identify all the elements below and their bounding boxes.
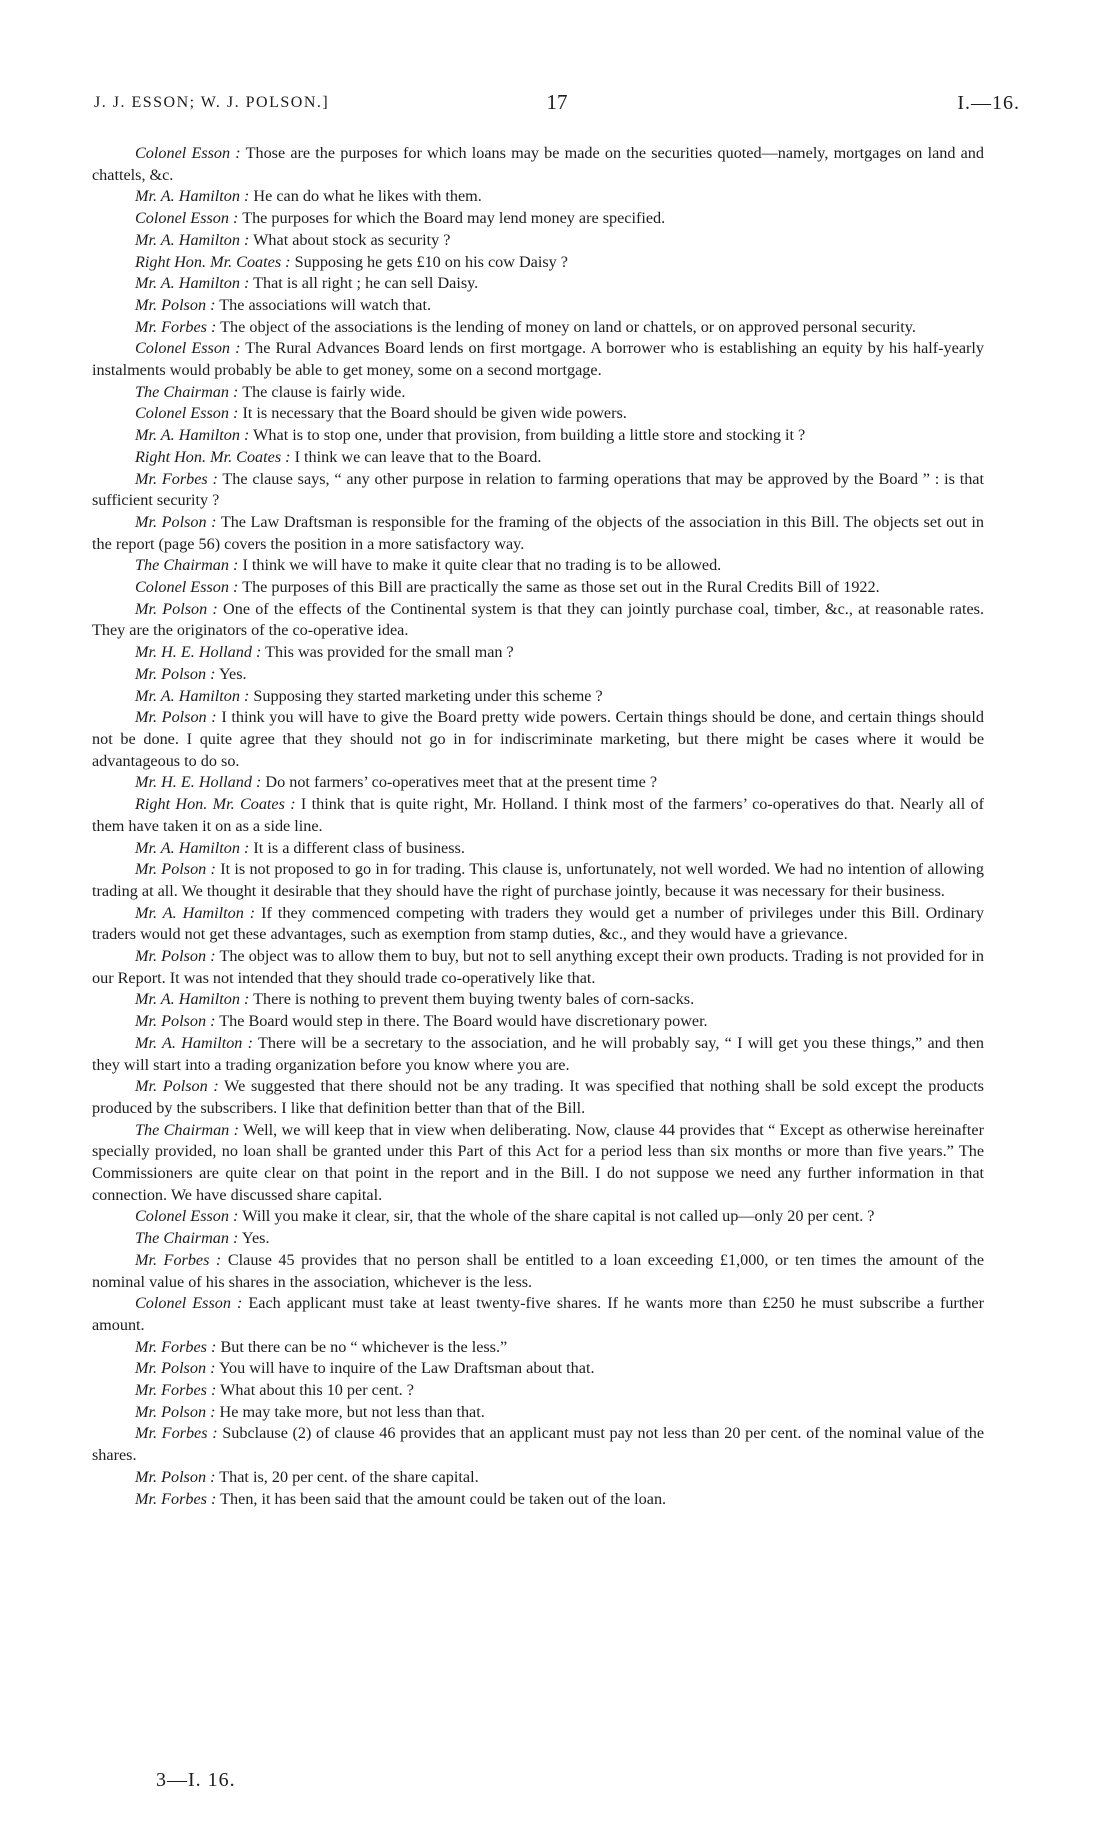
transcript-paragraph [92, 447, 984, 469]
transcript-paragraph [92, 1250, 984, 1293]
speech-text: It is necessary that the Board should be given wide powers. [242, 404, 627, 423]
transcript-paragraph [92, 1423, 984, 1466]
transcript-paragraph [92, 599, 984, 642]
speech-text: Well, we will keep that in view when deliberating. Now, clause 44 provides that “ Except as otherwise hereinafter specially provided, no loan shall be granted under this Part of this Act for a period less than six months or more than five years.” The Commissioners are quite clear on that point in the report and in the Bill. I do not suppose we need any further information in that connection. We have discussed share capital. [92, 1120, 984, 1204]
speaker-name: Mr. Forbes : [135, 1489, 217, 1508]
transcript-paragraph [92, 1293, 984, 1336]
speech-text: Each applicant must take at least twenty-five shares. If he wants more than £250 he must subscribe a further amount. [92, 1294, 984, 1334]
speech-text: Will you make it clear, sir, that the whole of the share capital is not called up—only 20 per cent. ? [242, 1207, 875, 1226]
speaker-name: Mr. H. E. Holland : [135, 773, 262, 792]
speaker-name: Mr. A. Hamilton : [135, 990, 250, 1009]
speech-text: The Rural Advances Board lends on first mortgage. A borrower who is establishing an equity by his half-yearly instalments would probably be able to get money, some on a second mortgage. [92, 339, 984, 380]
transcript-paragraph [92, 382, 984, 404]
speaker-name: Mr. A. Hamilton : [135, 903, 256, 922]
speaker-name: Mr. Polson : [135, 708, 217, 727]
speech-text: I think you will have to give the Board pretty wide powers. Certain things should be done, and certain things should not be done. I quite agree that they should not go in for indiscriminate marketing, but there might be cases where it would be advantageous to do so. [92, 708, 984, 770]
speech-text: He may take more, but not less than that. [219, 1402, 485, 1421]
transcript-paragraph [92, 555, 984, 577]
page-signature: 3—I. 16. [156, 1769, 236, 1791]
speaker-name: Right Hon. Mr. Coates : [135, 795, 296, 814]
transcript-paragraph [92, 1076, 984, 1119]
speech-text: You will have to inquire of the Law Draftsman about that. [218, 1359, 595, 1378]
transcript-paragraph [92, 707, 984, 772]
transcript-paragraph [92, 186, 984, 208]
speaker-name: The Chairman : [135, 556, 239, 575]
transcript-paragraph [92, 512, 984, 555]
transcript-paragraph [92, 1228, 984, 1250]
speaker-name: Colonel Esson : [135, 404, 239, 423]
speech-text: What about stock as security ? [253, 230, 451, 249]
speaker-name: Mr. Forbes : [135, 1250, 222, 1269]
speaker-name: Colonel Esson : [135, 1207, 239, 1226]
speaker-name: Mr. A. Hamilton : [135, 1033, 254, 1052]
transcript-paragraph [92, 469, 984, 512]
speech-text: Yes. [241, 1229, 270, 1248]
speech-text: The object was to allow them to buy, but not to sell anything except their own products. Trading is not provided for in our Report. It was not intended that they should trade co-operatively like that. [92, 947, 984, 987]
speaker-name: Mr. Polson : [135, 512, 217, 531]
speech-text: One of the effects of the Continental system is that they can jointly purchase coal, timber, &c., at reasonable rates. They are the originators of the co-operative idea. [92, 599, 984, 640]
transcript-paragraph [92, 838, 984, 860]
speaker-name: Mr. Polson : [135, 1012, 216, 1031]
transcript-paragraph [92, 1120, 984, 1207]
transcript-paragraph [92, 143, 984, 186]
speech-text: The Board would step in there. The Board would have discretionary power. [219, 1012, 708, 1031]
speech-text: What is to stop one, under that provision, from building a little store and stocking it ? [253, 426, 806, 445]
speaker-name: Mr. Polson : [135, 295, 216, 314]
transcript-paragraph [92, 230, 984, 252]
transcript-paragraph [92, 295, 984, 317]
speaker-name: Colonel Esson : [135, 144, 241, 162]
speech-text: The clause says, “ any other purpose in relation to farming operations that may be approved by the Board ” : is that sufficient security ? [92, 469, 984, 510]
speaker-name: The Chairman : [135, 1229, 239, 1248]
speech-text: Then, it has been said that the amount could be taken out of the loan. [220, 1489, 667, 1508]
transcript-paragraph [92, 903, 984, 946]
speaker-name: Mr. Forbes : [135, 469, 218, 488]
transcript-paragraph [92, 1489, 984, 1511]
speaker-name: Mr. Polson : [135, 1402, 216, 1421]
speaker-name: Mr. Forbes : [135, 1424, 218, 1443]
transcript-paragraph [92, 1402, 984, 1424]
speech-text: That is, 20 per cent. of the share capital. [219, 1467, 479, 1486]
speaker-name: Mr. Forbes : [135, 1381, 217, 1400]
speech-text: The associations will watch that. [219, 295, 431, 314]
speaker-name: Mr. Forbes : [135, 317, 217, 336]
speaker-name: Mr. Forbes : [135, 1337, 217, 1356]
speech-text: We suggested that there should not be any trading. It was specified that nothing shall be sold except the products produced by the subscribers. I like that definition better than that of the Bill. [92, 1077, 984, 1117]
speaker-name: Mr. H. E. Holland : [135, 643, 262, 662]
transcript-paragraph [92, 859, 984, 902]
transcript-paragraph [92, 686, 984, 708]
transcript-paragraph [92, 1033, 984, 1076]
speech-text: The purposes for which the Board may lend money are specified. [242, 209, 666, 228]
speech-text: This was provided for the small man ? [265, 643, 514, 662]
transcript-paragraph [92, 338, 984, 381]
speaker-name: Mr. A. Hamilton : [135, 274, 250, 293]
page-number: 17 [546, 90, 568, 114]
speech-text: I think that is quite right, Mr. Holland. I think most of the farmers’ co-operatives do that. Nearly all of them have taken it on as a side line. [92, 795, 985, 835]
transcript-paragraph [92, 208, 984, 230]
speaker-name: Mr. Polson : [135, 599, 218, 618]
transcript-paragraph [92, 946, 984, 989]
document-reference: I.—16. [957, 92, 1020, 114]
speech-text: If they commenced competing with traders they would get a number of privileges under this Bill. Ordinary traders would not get these advantages, such as exemption from stamp duties, &c., and they would have a grievance. [92, 903, 984, 944]
speaker-name: Mr. Polson : [135, 1467, 216, 1486]
speaker-name: Mr. Polson : [135, 1359, 216, 1378]
transcript-paragraph [92, 1380, 984, 1402]
transcript-paragraph [92, 273, 984, 295]
speech-text: What about this 10 per cent. ? [220, 1381, 414, 1400]
speech-text: The clause is fairly wide. [242, 382, 406, 401]
speaker-name: Colonel Esson : [135, 209, 239, 228]
speaker-name: Mr. A. Hamilton : [135, 686, 250, 705]
speaker-name: The Chairman : [135, 382, 239, 401]
speaker-name: Mr. Polson : [135, 664, 216, 683]
speech-text: Supposing he gets £10 on his cow Daisy ? [294, 252, 568, 271]
speech-text: But there can be no “ whichever is the less.” [220, 1337, 508, 1356]
transcript-paragraph [92, 1358, 984, 1380]
transcript-paragraph [92, 252, 984, 274]
transcript-paragraph [92, 664, 984, 686]
speaker-name: The Chairman : [135, 1120, 239, 1139]
speaker-name: Mr. Polson : [135, 1077, 219, 1096]
transcript-paragraph [92, 317, 984, 339]
transcript-paragraph [92, 1206, 984, 1228]
speaker-name: Colonel Esson : [135, 1294, 243, 1313]
page-header [94, 90, 1020, 120]
transcript-paragraph [92, 772, 984, 794]
speech-text: Those are the purposes for which loans may be made on the securities quoted—namely, mortgages on land and chattels, &c. [92, 144, 984, 184]
speaker-name: Colonel Esson : [135, 339, 241, 358]
speaker-name: Mr. A. Hamilton : [135, 838, 250, 857]
speech-text: I think we will have to make it quite clear that no trading is to be allowed. [242, 556, 722, 575]
speaker-name: Right Hon. Mr. Coates : [135, 252, 291, 271]
header-witnesses: J. J. ESSON; W. J. POLSON.] [94, 94, 330, 111]
speech-text: The purposes of this Bill are practically the same as those set out in the Rural Credits Bill of 1922. [242, 578, 880, 597]
speech-text: Clause 45 provides that no person shall be entitled to a loan exceeding £1,000, or ten times the amount of the nominal value of his shares in the association, whichever is the less. [92, 1250, 985, 1291]
speaker-name: Mr. A. Hamilton : [135, 187, 250, 206]
transcript-body [92, 143, 984, 1510]
speaker-name: Mr. A. Hamilton : [135, 230, 250, 249]
speech-text: Do not farmers’ co-operatives meet that at the present time ? [265, 773, 658, 792]
transcript-paragraph [92, 1337, 984, 1359]
speech-text: It is not proposed to go in for trading. This clause is, unfortunately, not well worded. We had no intention of allowing trading at all. We thought it desirable that they should have the right of purchase jointly, because it was necessary for their business. [92, 860, 984, 900]
speech-text: There is nothing to prevent them buying twenty bales of corn-sacks. [253, 990, 695, 1009]
speaker-name: Mr. Polson : [135, 947, 216, 966]
speech-text: He can do what he likes with them. [253, 187, 482, 206]
speech-text: Subclause (2) of clause 46 provides that an applicant must pay not less than 20 per cent. of the nominal value of the shares. [92, 1424, 984, 1465]
transcript-paragraph [92, 642, 984, 664]
transcript-paragraph [92, 403, 984, 425]
speech-text: The Law Draftsman is responsible for the framing of the objects of the association in this Bill. The objects set out in the report (page 56) covers the position in a more satisfactory way. [92, 512, 984, 553]
transcript-paragraph [92, 1011, 984, 1033]
speech-text: The object of the associations is the lending of money on land or chattels, or on approved personal security. [220, 317, 916, 336]
speaker-name: Colonel Esson : [135, 578, 239, 597]
speech-text: I think we can leave that to the Board. [294, 447, 542, 466]
speech-text: Supposing they started marketing under this scheme ? [253, 686, 603, 705]
transcript-paragraph [92, 989, 984, 1011]
speaker-name: Mr. Polson : [135, 860, 216, 879]
transcript-paragraph [92, 794, 984, 837]
speech-text: That is all right ; he can sell Daisy. [253, 274, 479, 293]
speaker-name: Right Hon. Mr. Coates : [135, 447, 291, 466]
speaker-name: Mr. A. Hamilton : [135, 426, 250, 445]
speech-text: Yes. [218, 664, 247, 683]
transcript-paragraph [92, 577, 984, 599]
transcript-paragraph [92, 1467, 984, 1489]
transcript-paragraph [92, 425, 984, 447]
speech-text: There will be a secretary to the association, and he will probably say, “ I will get you these things,” and then they will start into a trading organization before you know where you are. [92, 1033, 984, 1074]
speech-text: It is a different class of business. [253, 838, 465, 857]
